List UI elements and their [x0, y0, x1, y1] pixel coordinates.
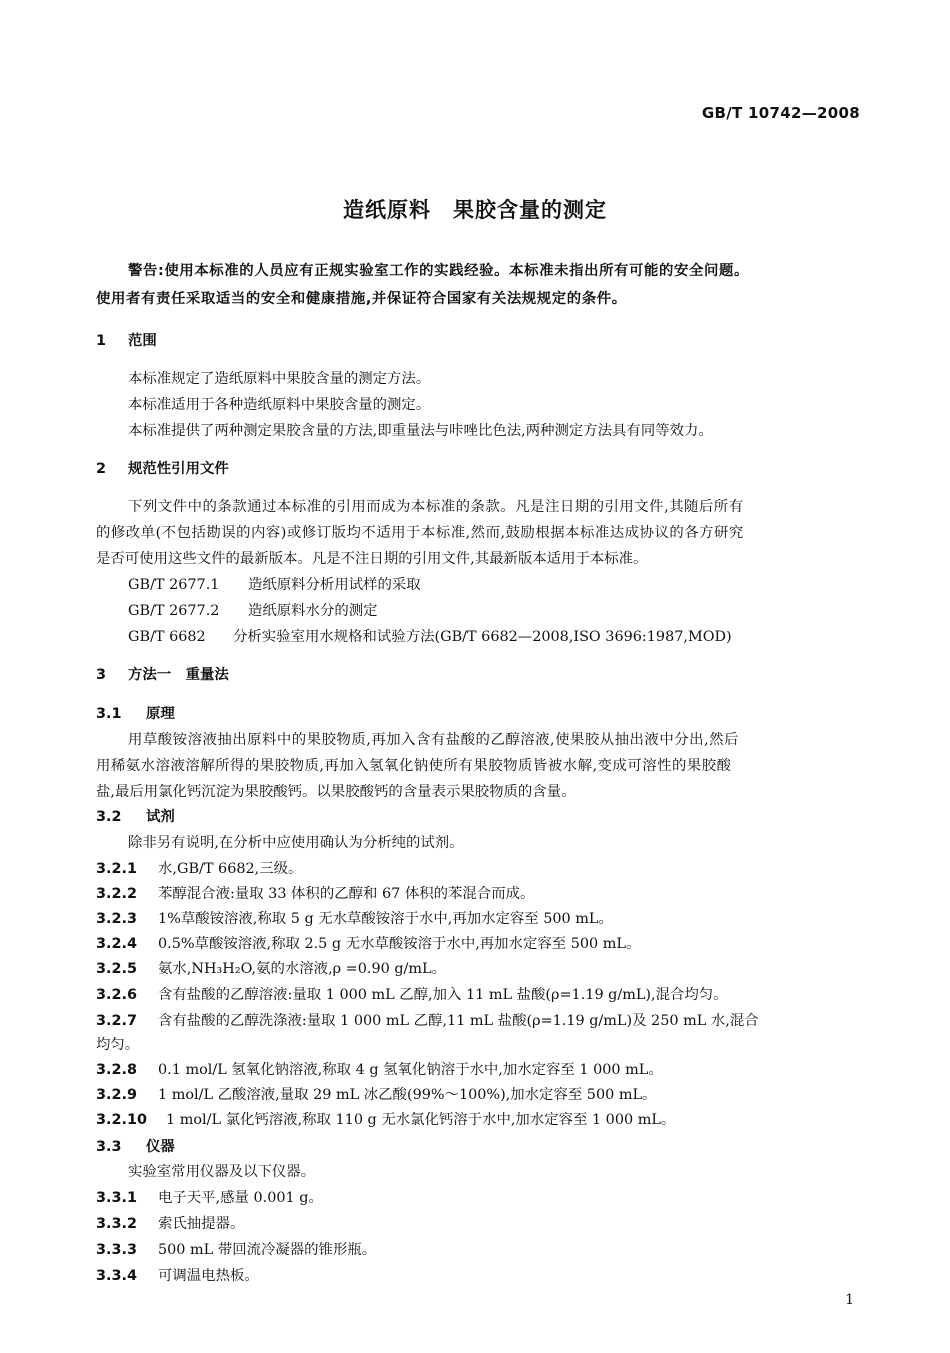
- item-number: 3.3.4: [96, 1268, 137, 1284]
- item-text: 0.5%草酸铵溶液,称取 2.5 g 无水草酸铵溶于水中,再加水定容至 500 mL。: [158, 936, 641, 952]
- subsection-title: 仪器: [146, 1139, 175, 1155]
- subsection-number: 3.1: [96, 706, 122, 722]
- list-item: [96, 881, 866, 907]
- list-item: [96, 931, 866, 957]
- reference-item: [128, 572, 898, 598]
- list-item: [96, 1082, 866, 1108]
- reference-code: GB/T 2677.1: [128, 577, 220, 593]
- subsection-3-3-heading: [96, 1134, 866, 1160]
- item-number: 3.2.1: [96, 861, 137, 877]
- reference-code: GB/T 2677.2: [128, 603, 220, 619]
- subsection-number: 3.3: [96, 1139, 122, 1155]
- item-text: 含有盐酸的乙醇洗涤液:量取 1 000 mL 乙醇,11 mL 盐酸(ρ=1.19 g/mL)及 250 mL 水,混合: [158, 1013, 759, 1029]
- section-title: 方法一 重量法: [128, 667, 229, 683]
- paragraph: 的修改单(不包括勘误的内容)或修订版均不适用于本标准,然而,鼓励根据本标准达成协议的各方研究: [96, 525, 744, 541]
- section-title: 规范性引用文件: [128, 461, 229, 477]
- list-item: [96, 906, 866, 932]
- item-number: 3.2.3: [96, 911, 137, 927]
- section-number: 2: [96, 461, 107, 477]
- item-number: 3.2.4: [96, 936, 137, 952]
- item-text: 0.1 mol/L 氢氧化钠溶液,称取 4 g 氢氧化钠溶于水中,加水定容至 1 000 mL。: [158, 1062, 663, 1078]
- subsection-title: 试剂: [146, 809, 175, 825]
- paragraph: 除非另有说明,在分析中应使用确认为分析纯的试剂。: [128, 835, 464, 851]
- paragraph: 盐,最后用氯化钙沉淀为果胶酸钙。以果胶酸钙的含量表示果胶物质的含量。: [96, 784, 576, 800]
- section-2-heading: [96, 456, 866, 482]
- list-item: [96, 1211, 866, 1237]
- standard-code: GB/T 10742—2008: [701, 104, 860, 122]
- item-text: 500 mL 带回流冷凝器的锥形瓶。: [158, 1242, 377, 1258]
- subsection-title: 原理: [146, 706, 175, 722]
- item-text: 氨水,NH₃H₂O,氨的水溶液,ρ =0.90 g/mL。: [158, 961, 447, 977]
- warning-line-2: 使用者有责任采取适当的安全和健康措施,并保证符合国家有关法规规定的条件。: [96, 291, 627, 307]
- paragraph: 本标准规定了造纸原料中果胶含量的测定方法。: [128, 371, 431, 387]
- item-number: 3.2.8: [96, 1062, 137, 1078]
- list-item: [96, 982, 866, 1008]
- section-title: 范围: [128, 333, 157, 349]
- subsection-3-2-heading: [96, 804, 866, 830]
- item-number: 3.3.3: [96, 1242, 137, 1258]
- reference-text: 分析实验室用水规格和试验方法(GB/T 6682—2008,ISO 3696:1987,MOD): [233, 629, 732, 645]
- list-item: [96, 1185, 866, 1211]
- reference-item: [128, 624, 898, 650]
- list-item: [96, 856, 866, 882]
- item-text: 1 mol/L 氯化钙溶液,称取 110 g 无水氯化钙溶于水中,加水定容至 1 000 mL。: [166, 1112, 676, 1128]
- item-number: 3.2.9: [96, 1087, 137, 1103]
- subsection-3-1-heading: [96, 701, 866, 727]
- section-3-heading: [96, 662, 866, 688]
- paragraph: 用草酸铵溶液抽出原料中的果胶物质,再加入含有盐酸的乙醇溶液,使果胶从抽出液中分出,然后: [128, 732, 739, 748]
- list-item: [96, 1107, 866, 1133]
- item-number: 3.2.5: [96, 961, 137, 977]
- item-text: 可调温电热板。: [158, 1268, 259, 1284]
- item-text: 电子天平,感量 0.001 g。: [158, 1190, 323, 1206]
- item-number: 3.2.7: [96, 1013, 137, 1029]
- item-number: 3.3.2: [96, 1216, 137, 1232]
- item-text: 苯醇混合液:量取 33 体积的乙醇和 67 体积的苯混合而成。: [158, 886, 535, 902]
- reference-text: 造纸原料分析用试样的采取: [248, 577, 421, 593]
- warning-line-1: 警告:使用本标准的人员应有正规实验室工作的实践经验。本标准未指出所有可能的安全问题。: [128, 263, 749, 279]
- section-number: 3: [96, 667, 107, 683]
- section-1-heading: [96, 328, 866, 354]
- page-number: 1: [845, 1292, 854, 1308]
- list-item: [96, 1008, 866, 1034]
- paragraph: 本标准适用于各种造纸原料中果胶含量的测定。: [128, 397, 431, 413]
- subsection-number: 3.2: [96, 809, 122, 825]
- list-item: [96, 1057, 866, 1083]
- item-text: 1%草酸铵溶液,称取 5 g 无水草酸铵溶于水中,再加水定容至 500 mL。: [158, 911, 613, 927]
- item-number: 3.3.1: [96, 1190, 137, 1206]
- item-text: 水,GB/T 6682,三级。: [158, 861, 303, 877]
- reference-code: GB/T 6682: [128, 629, 206, 645]
- paragraph: 下列文件中的条款通过本标准的引用而成为本标准的条款。凡是注日期的引用文件,其随后所有: [128, 499, 744, 515]
- paragraph: 用稀氨水溶液溶解所得的果胶物质,再加入氢氧化钠使所有果胶物质皆被水解,变成可溶性的果胶酸: [96, 758, 732, 774]
- item-number: 3.2.10: [96, 1112, 147, 1128]
- item-number: 3.2.2: [96, 886, 137, 902]
- paragraph: 实验室常用仪器及以下仪器。: [128, 1164, 316, 1180]
- reference-text: 造纸原料水分的测定: [248, 603, 378, 619]
- list-item: [96, 956, 866, 982]
- page-title: 造纸原料 果胶含量的测定: [343, 198, 607, 222]
- list-item: [96, 1237, 866, 1263]
- paragraph: 是否可使用这些文件的最新版本。凡是不注日期的引用文件,其最新版本适用于本标准。: [96, 551, 648, 567]
- list-item: [96, 1263, 866, 1289]
- item-number: 3.2.6: [96, 987, 137, 1003]
- paragraph: 本标准提供了两种测定果胶含量的方法,即重量法与咔唑比色法,两种测定方法具有同等效力。: [128, 423, 713, 439]
- item-text: 索氏抽提器。: [158, 1216, 245, 1232]
- reference-item: [128, 598, 898, 624]
- section-number: 1: [96, 333, 107, 349]
- list-item-continuation: 均匀。: [96, 1037, 140, 1053]
- item-text: 含有盐酸的乙醇溶液:量取 1 000 mL 乙醇,加入 11 mL 盐酸(ρ=1.19 g/mL),混合均匀。: [158, 987, 728, 1003]
- item-text: 1 mol/L 乙酸溶液,量取 29 mL 冰乙酸(99%～100%),加水定容至 500 mL。: [158, 1087, 657, 1103]
